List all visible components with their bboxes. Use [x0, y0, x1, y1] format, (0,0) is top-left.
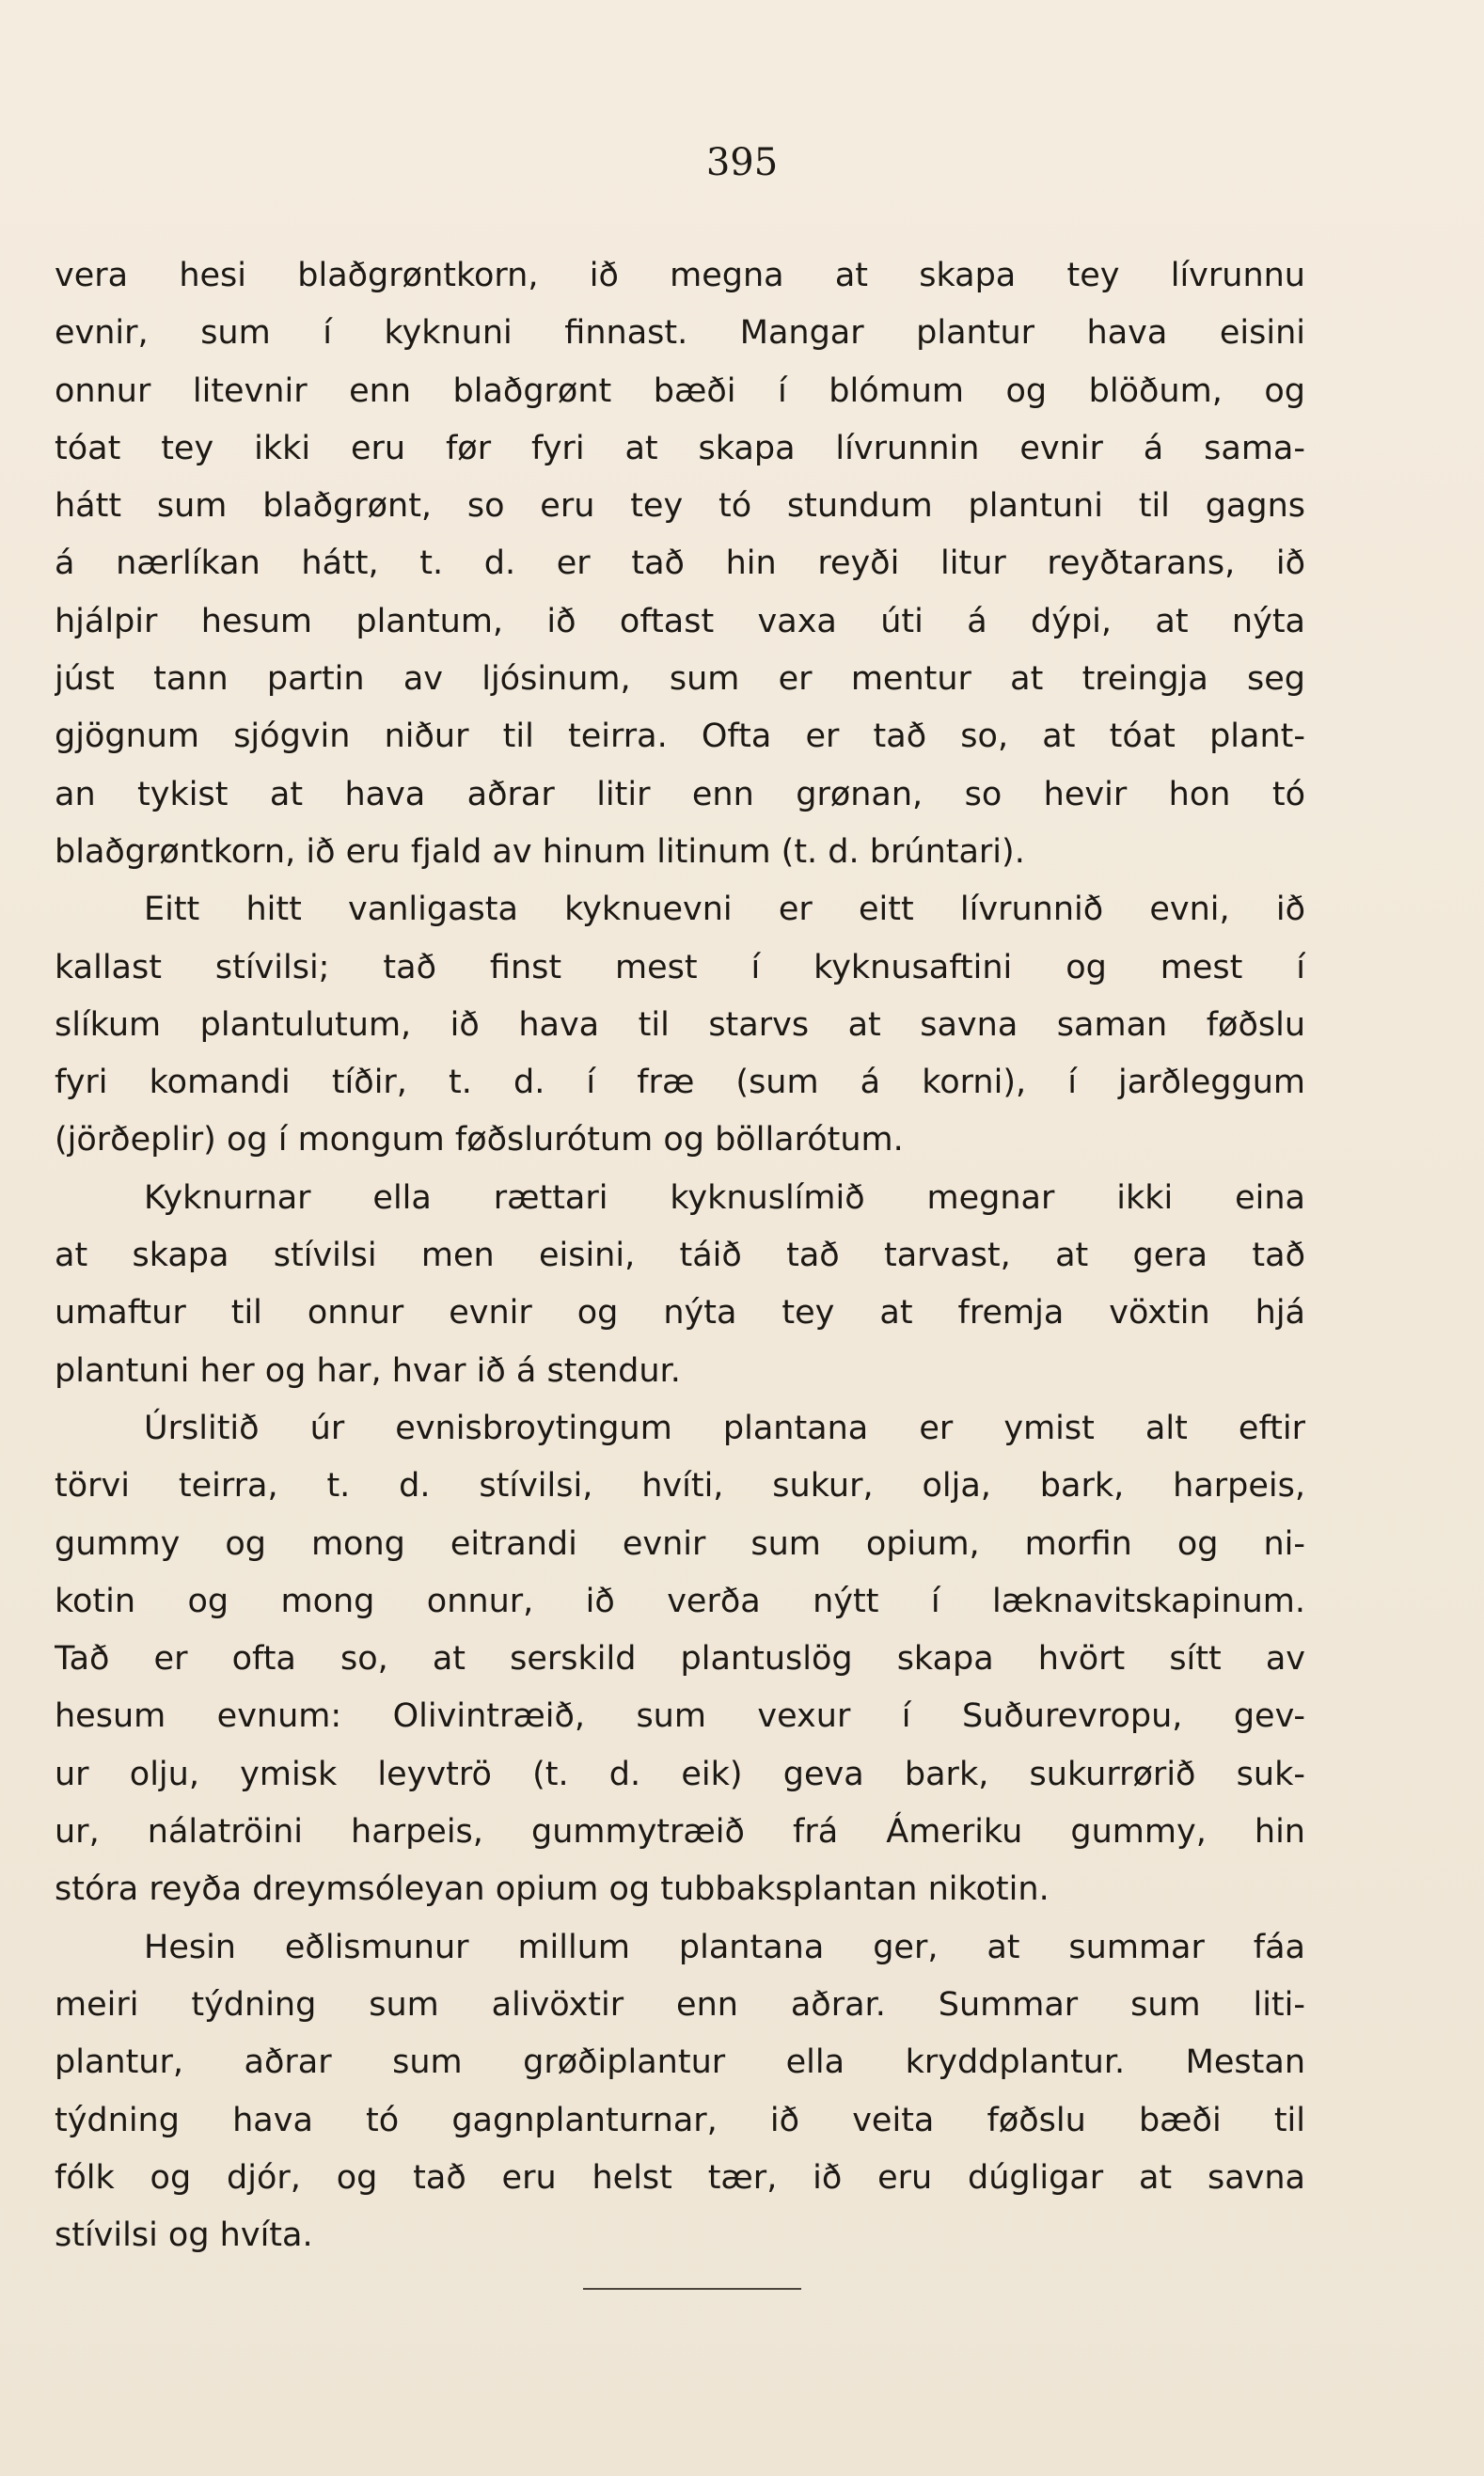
text-line: júst tann partin av ljósinum, sum er mentur at treingja seg — [55, 660, 1305, 699]
text-line: fyri komandi tíðir, t. d. í fræ (sum á korni), í jarðleggum — [55, 1064, 1305, 1102]
text-line: Eitt hitt vanligasta kyknuevni er eitt lívrunnið evni, ið — [144, 891, 1305, 929]
text-line: ur olju, ymisk leyvtrö (t. d. eik) geva bark, sukurrørið suk- — [55, 1755, 1305, 1793]
text-line: plantuni her og har, hvar ið á stendur. — [55, 1351, 681, 1390]
text-line: tóat tey ikki eru før fyri at skapa lívrunnin evnir á sama- — [55, 429, 1305, 467]
text-line: umaftur til onnur evnir og nýta tey at fremja vöxtin hjá — [55, 1294, 1305, 1333]
text-line: týdning hava tó gagnplanturnar, ið veita føðslu bæði til — [55, 2101, 1305, 2139]
text-line: Úrslitið úr evnisbroytingum plantana er ymist alt eftir — [144, 1409, 1305, 1447]
text-line: fólk og djór, og tað eru helst tær, ið eru dúgligar at savna — [55, 2158, 1305, 2197]
text-line: törvi teirra, t. d. stívilsi, hvíti, sukur, olja, bark, harpeis, — [55, 1467, 1305, 1506]
text-line: á nærlíkan hátt, t. d. er tað hin reyði litur reyðtarans, ið — [55, 544, 1305, 583]
text-line: Tað er ofta so, at serskild plantuslög skapa hvört sítt av — [55, 1640, 1305, 1679]
text-line: stívilsi og hvíta. — [55, 2216, 313, 2255]
text-line: Kyknurnar ella rættari kyknuslímið megnar ikki eina — [144, 1178, 1305, 1217]
text-line: slíkum plantulutum, ið hava til starvs at savna saman føðslu — [55, 1005, 1305, 1044]
text-line: gummy og mong eitrandi evnir sum opium, morfin og ni- — [55, 1524, 1305, 1563]
text-line: kallast stívilsi; tað finst mest í kyknusaftini og mest í — [55, 948, 1305, 986]
text-line: hesum evnum: Olivintræið, sum vexur í Suðurevropu, gev- — [55, 1697, 1305, 1736]
text-line: plantur, aðrar sum grøðiplantur ella kryddplantur. Mestan — [55, 2043, 1305, 2082]
text-line: ur, nálatröini harpeis, gummytræið frá Ámeriku gummy, hin — [55, 1813, 1305, 1852]
text-line: stóra reyða dreymsóleyan opium og tubbaksplantan nikotin. — [55, 1870, 1050, 1909]
text-line: (jörðeplir) og í mongum føðslurótum og böllarótum. — [55, 1121, 904, 1159]
page-number: 395 — [705, 141, 779, 184]
section-divider — [583, 2288, 801, 2290]
text-line: at skapa stívilsi men eisini, táið tað tarvast, at gera tað — [55, 1237, 1305, 1275]
text-line: blaðgrøntkorn, ið eru fjald av hinum litinum (t. d. brúntari). — [55, 832, 1025, 871]
text-line: kotin og mong onnur, ið verða nýtt í læknavitskapinum. — [55, 1582, 1305, 1620]
body-text — [55, 247, 1305, 2264]
text-line: an tykist at hava aðrar litir enn grønan, so hevir hon tó — [55, 775, 1305, 813]
text-line: hátt sum blaðgrønt, so eru tey tó stundum plantuni til gagns — [55, 487, 1305, 526]
text-line: vera hesi blaðgrøntkorn, ið megna at skapa tey lívrunnu — [55, 257, 1305, 294]
text-line: onnur litevnir enn blaðgrønt bæði í blómum og blöðum, og — [55, 371, 1305, 410]
text-line: meiri týdning sum alivöxtir enn aðrar. Summar sum liti- — [55, 1985, 1305, 2024]
text-line: hjálpir hesum plantum, ið oftast vaxa úti á dýpi, at nýta — [55, 602, 1305, 640]
text-line: gjögnum sjógvin niður til teirra. Ofta er tað so, at tóat plant- — [55, 718, 1305, 756]
text-line: Hesin eðlismunur millum plantana ger, at summar fáa — [144, 1928, 1305, 1966]
text-line: evnir, sum í kyknuni finnast. Mangar plantur hava eisini — [55, 314, 1305, 353]
